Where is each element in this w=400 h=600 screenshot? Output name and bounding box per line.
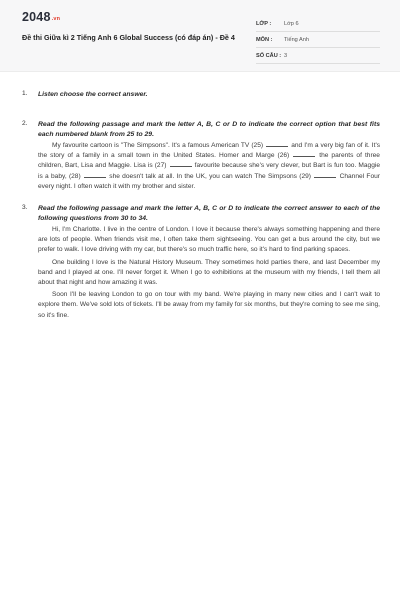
blank-27[interactable] bbox=[170, 161, 192, 167]
question-3 bbox=[22, 204, 380, 321]
question-number: 2. bbox=[22, 120, 28, 127]
page-header bbox=[0, 0, 400, 72]
document-meta bbox=[256, 16, 380, 64]
blank-26[interactable] bbox=[293, 151, 315, 157]
passage-segment: she doesn't talk at all. In the UK, you can watch The Simpsons (29) bbox=[109, 172, 311, 180]
passage-segment: and I'm a very big fan of it. It's the story of a family in a small town in the United States. Homer and Marge (26) bbox=[38, 142, 380, 160]
meta-class-label: LỚP : bbox=[256, 20, 272, 27]
cloze-passage bbox=[38, 141, 380, 192]
meta-class-value: Lớp 6 bbox=[284, 20, 299, 27]
question-number: 3. bbox=[22, 204, 28, 212]
brand-logo[interactable] bbox=[22, 10, 60, 24]
brand-name: 2048 bbox=[22, 10, 51, 24]
meta-count-value: 3 bbox=[284, 52, 288, 59]
passage-segment: the parents of three children, Bart, Lisa and Maggie. Lisa is (27) bbox=[38, 152, 380, 170]
blank-28[interactable] bbox=[84, 172, 106, 178]
question-prompt: Read the following passage and mark the letter A, B, C or D to indicate the correct answer to each of the following questions from 30 to 34. bbox=[38, 205, 380, 223]
questions-list bbox=[22, 90, 380, 321]
document-title: Đề thi Giữa kì 2 Tiếng Anh 6 Global Success (có đáp án) - Đề 4 bbox=[22, 33, 235, 42]
passage-segment: My favourite cartoon is "The Simpsons". It's a famous American TV (25) bbox=[52, 142, 264, 149]
passage-segment: favourite because she's very clever, but Bart is fun too. Maggie is a baby, (28) bbox=[38, 162, 380, 180]
meta-count-label: SỐ CÂU : bbox=[256, 52, 282, 59]
question-1 bbox=[22, 90, 380, 100]
passage-segment: Channel Four every night. I often watch it with my brother and sister. bbox=[38, 172, 380, 190]
question-prompt: Listen choose the correct answer. bbox=[38, 91, 148, 98]
blank-29[interactable] bbox=[314, 172, 336, 178]
question-number: 1. bbox=[22, 90, 28, 97]
meta-subject-label: MÔN : bbox=[256, 36, 273, 43]
blank-25[interactable] bbox=[266, 141, 288, 147]
meta-subject-row bbox=[256, 32, 380, 48]
reading-paragraph: Soon I'll be leaving London to go on tour with my band. We're playing in many new cities and I can't wait to explore them. We've sold lots of tickets. I'll be away from my family for six months, but they're coming to see me sing, so it's fine. bbox=[38, 291, 380, 319]
question-prompt: Read the following passage and mark the letter A, B, C or D to indicate the correct option that best fits each numbered blank from 25 to 29. bbox=[38, 121, 380, 138]
meta-subject-value: Tiếng Anh bbox=[284, 36, 309, 43]
meta-count-row bbox=[256, 48, 380, 64]
brand-suffix: .vn bbox=[51, 16, 61, 22]
reading-paragraph: Hi, I'm Charlotte. I live in the centre of London. I love it because there's always something happening and there are lots of people. When friends visit me, I often take them sightseeing. You can get a bus around the city, but we prefer to walk. I love driving with my car, but there's so much traffic here, so it's hard to find parking spaces. bbox=[38, 226, 380, 254]
meta-class-row bbox=[256, 16, 380, 32]
question-2 bbox=[22, 120, 380, 192]
reading-paragraph: One building I love is the Natural History Museum. They sometimes hold parties there, and last December my band and I played at one. I'll never forget it. When I go to exhibitions at the museum with my friends, I tell them all about that night and how amazing it was. bbox=[38, 258, 380, 287]
